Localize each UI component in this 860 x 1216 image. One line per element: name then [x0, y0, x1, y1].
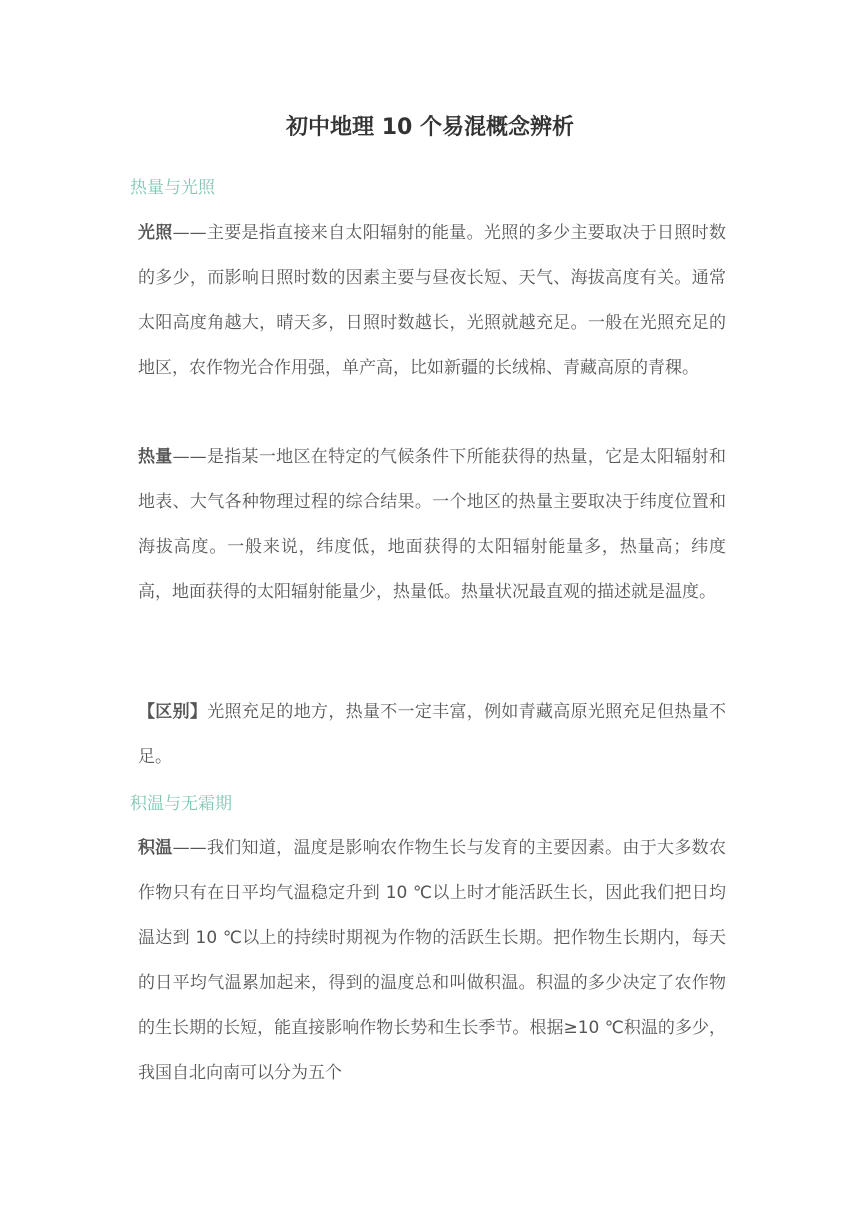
- dash: ——: [172, 223, 207, 243]
- term-difference: 【区别】: [138, 702, 208, 722]
- paragraph-difference: [138, 690, 726, 780]
- paragraph-text: 是指某一地区在特定的气候条件下所能获得的热量，它是太阳辐射和地表、大气各种物理过程的综合结果。一个地区的热量主要取决于纬度位置和海拔高度。一般来说，纬度低，地面获得的太阳辐射能量多，热量高；纬度高，地面获得的太阳辐射能量少，热量低。热量状况最直观的描述就是温度。: [138, 447, 726, 602]
- term-accumulated-temperature: 积温: [138, 838, 173, 858]
- paragraph-text: 主要是指直接来自太阳辐射的能量。光照的多少主要取决于日照时数的多少，而影响日照时数的因素主要与昼夜长短、天气、海拔高度有关。通常太阳高度角越大，晴天多，日照时数越长，光照就越充足。一般在光照充足的地区，农作物光合作用强，单产高，比如新疆的长绒棉、青藏高原的青稞。: [138, 223, 726, 378]
- document-title: 初中地理 10 个易混概念辨析: [286, 115, 574, 140]
- section-heading-accumulated-temperature: 积温与无霜期: [130, 794, 232, 814]
- term-heat: 热量: [138, 447, 173, 467]
- paragraph-sunlight: [138, 211, 726, 391]
- paragraph-heat: [138, 435, 726, 615]
- paragraph-text: 光照充足的地方，热量不一定丰富，例如青藏高原光照充足但热量不足。: [138, 702, 727, 767]
- paragraph-text: 我们知道，温度是影响农作物生长与发育的主要因素。由于大多数农作物只有在日平均气温稳定升到 10 ℃以上时才能活跃生长，因此我们把日均温达到 10 ℃以上的持续时期视为作物的活跃生长期。把作物生长期内，每天的日平均气温累加起来，得到的温度总和叫做积温。积温的多少决定了农作物的生长期的长短，能直接影响作物长势和生长季节。根据≥10 ℃积温的多少，我国自北向南可以分为五个: [138, 838, 726, 1083]
- dash: ——: [172, 447, 207, 467]
- term-sunlight: 光照: [138, 223, 173, 243]
- dash: ——: [172, 838, 207, 858]
- paragraph-accumulated-temperature: [138, 826, 726, 1096]
- section-heading-heat-light: 热量与光照: [130, 178, 215, 198]
